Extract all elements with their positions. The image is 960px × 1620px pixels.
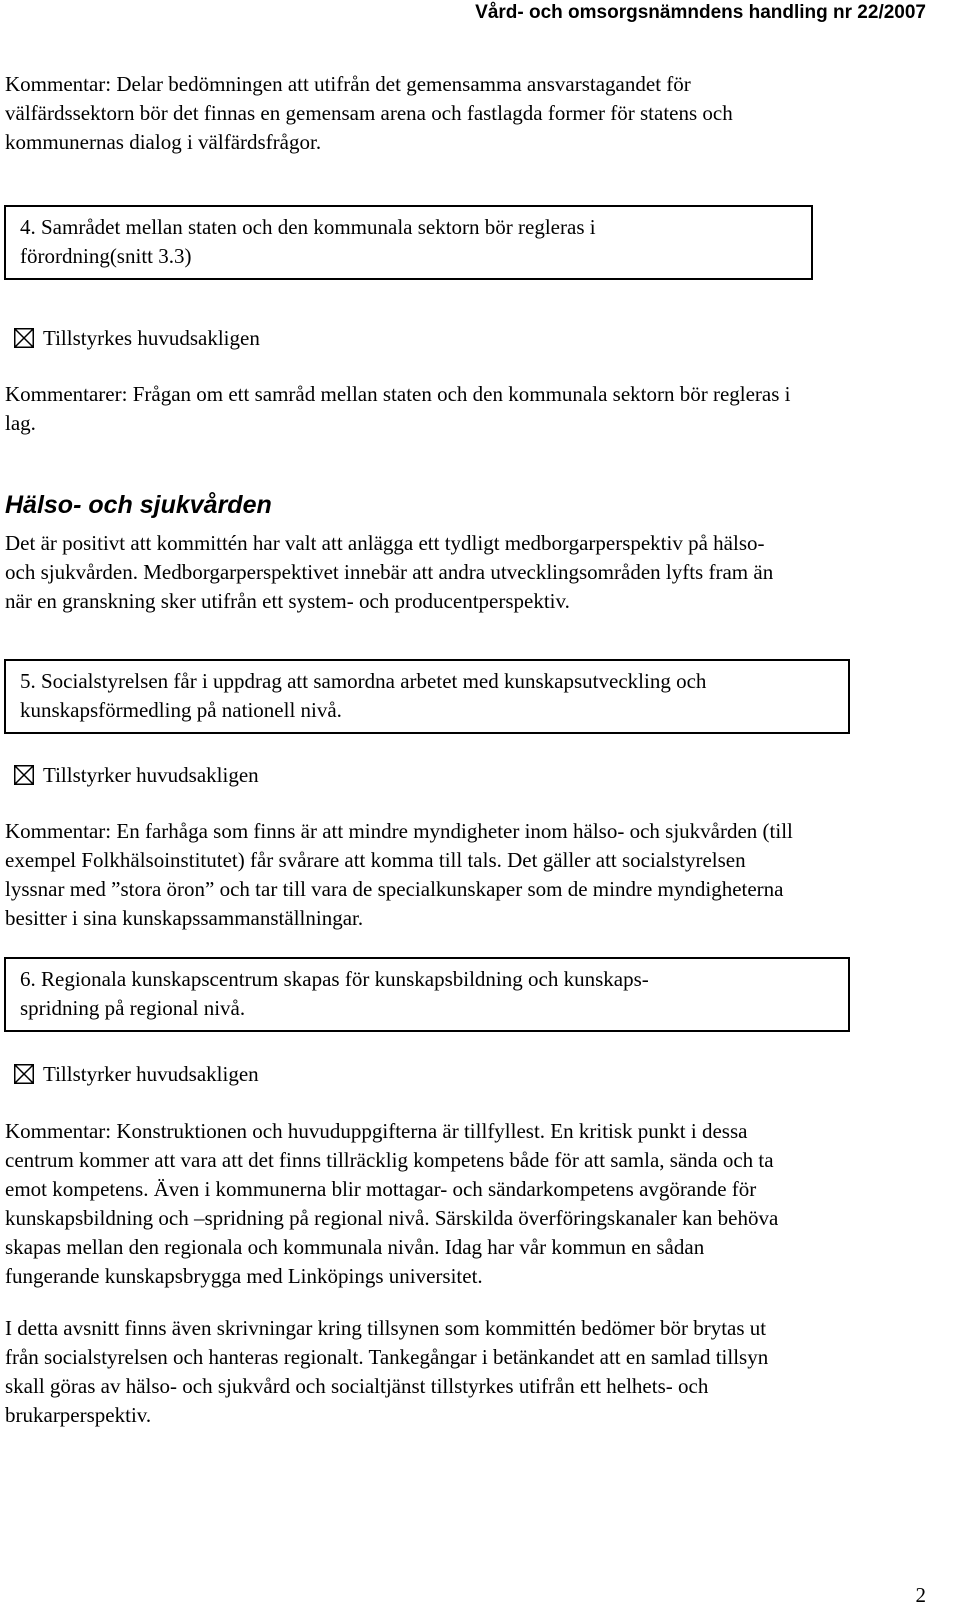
checked-box-icon (14, 1064, 34, 1084)
comment-intro: Kommentar: Delar bedömningen att utifrån det gemensamma ansvarstagandet för välfärdssektorn bör det finnas en gemensam arena och fastlagda former för statens och kommunernas dialog i välfärdsfrågor. (5, 72, 733, 154)
decision-row-6 (14, 1059, 259, 1089)
proposal-5-text: 5. Socialstyrelsen får i uppdrag att samordna arbetet med kunskapsutveckling och kunskapsförmedling på nationell nivå. (20, 669, 707, 722)
checked-box-icon (14, 765, 34, 785)
proposal-4-text: 4. Samrådet mellan staten och den kommunala sektorn bör regleras i förordning(snitt 3.3) (20, 215, 596, 268)
decision-row-4 (14, 323, 260, 353)
proposal-6-text: 6. Regionala kunskapscentrum skapas för kunskapsbildning och kunskaps- spridning på regional nivå. (20, 967, 649, 1020)
decision-6-label: Tillstyrker huvudsakligen (43, 1061, 259, 1086)
proposal-box-6 (4, 957, 850, 1032)
page-number: 2 (915, 1583, 926, 1607)
proposal-box-5 (4, 659, 850, 734)
document-header-title: Vård- och omsorgsnämndens handling nr 22/2007 (475, 2, 926, 23)
comment-4: Kommentarer: Frågan om ett samråd mellan staten och den kommunala sektorn bör regleras i lag. (5, 382, 791, 435)
decision-4-label: Tillstyrkes huvudsakligen (43, 325, 260, 350)
section-heading: Hälso- och sjukvården (5, 491, 272, 519)
decision-row-5 (14, 760, 259, 790)
closing-paragraph: I detta avsnitt finns även skrivningar kring tillsynen som kommittén bedömer bör brytas ut från socialstyrelsen och hanteras regionalt. Tankegångar i betänkandet att en samlad tillsyn skall göras av hälso- och sjukvård och socialtjänst tillstyrkes utifrån ett helhets- och brukarperspektiv. (5, 1316, 769, 1427)
checked-box-icon (14, 328, 34, 348)
proposal-box-4 (4, 205, 813, 280)
decision-5-label: Tillstyrker huvudsakligen (43, 762, 259, 787)
comment-6: Kommentar: Konstruktionen och huvuduppgifterna är tillfyllest. En kritisk punkt i dessa centrum kommer att vara att det finns tillräcklig kompetens både för att samla, sända och ta emot kompetens. Även i kommunerna blir mottagar- och sändarkompetens avgörande för kunskapsbildning och –spridning på regional nivå. Särskilda överföringskanaler kan behöva skapas mellan den regionala och kommunala nivån. Idag har vår kommun en sådan fungerande kunskapsbrygga med Linköpings universitet. (5, 1119, 779, 1288)
section-intro: Det är positivt att kommittén har valt att anlägga ett tydligt medborgarperspektiv på hälso- och sjukvården. Medborgarperspektivet innebär att andra utvecklingsområden lyfts fram än när en granskning sker utifrån ett system- och producentperspektiv. (5, 531, 774, 613)
comment-5: Kommentar: En farhåga som finns är att mindre myndigheter inom hälso- och sjukvården (till exempel Folkhälsoinstitutet) får svårare att komma till tals. Det gäller att socialstyrelsen lyssnar med ”stora öron” och tar till vara de specialkunskaper som de mindre myndigheterna besitter i sina kunskapssammanställningar. (5, 819, 793, 930)
